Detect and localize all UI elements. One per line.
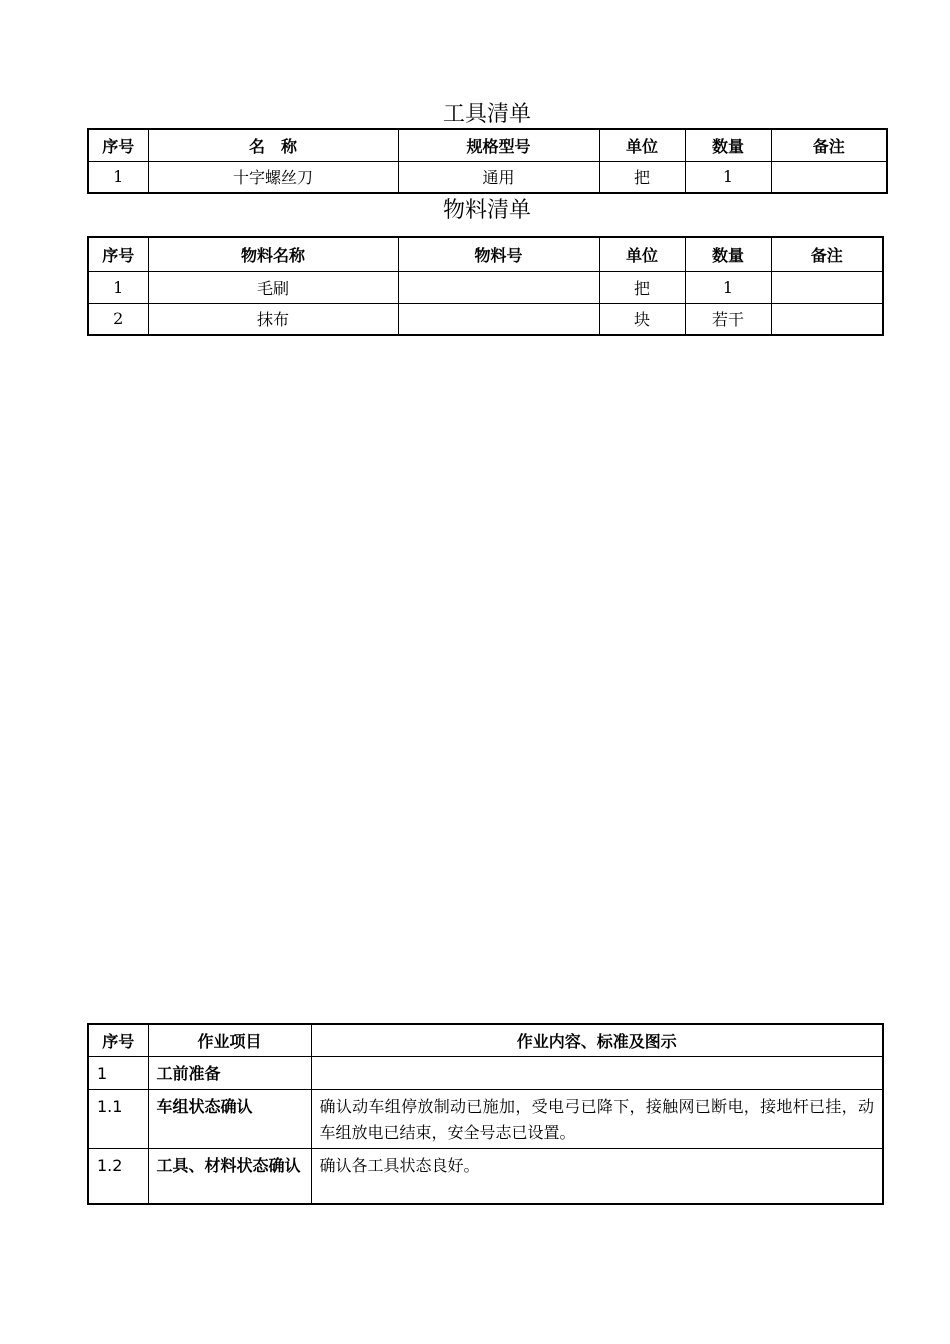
table-cell: 1.1 [88,1089,148,1148]
table-cell [398,303,599,335]
table-row [88,161,887,193]
tools-table [87,128,888,194]
header-cell: 单位 [599,129,685,161]
work-table [87,1023,884,1205]
table-cell: 1.2 [88,1148,148,1204]
header-cell: 序号 [88,129,148,161]
table-row [88,1089,883,1148]
header-cell: 序号 [88,237,148,271]
table-cell [771,303,883,335]
table-cell: 1 [88,161,148,193]
table-row [88,1056,883,1089]
table-cell: 1 [88,271,148,303]
table-cell [311,1056,883,1089]
table-cell: 1 [88,1056,148,1089]
table-row [88,1148,883,1204]
header-cell: 数量 [685,237,771,271]
table-row [88,271,883,303]
table-cell: 确认动车组停放制动已施加，受电弓已降下，接触网已断电，接地杆已挂，动车组放电已结束，安全号志已设置。 [311,1089,883,1148]
table-cell: 车组状态确认 [148,1089,311,1148]
table-header-row [88,237,883,271]
header-cell: 物料名称 [148,237,398,271]
header-cell: 物料号 [398,237,599,271]
header-cell: 序号 [88,1024,148,1056]
table-cell: 2 [88,303,148,335]
materials-table [87,236,884,336]
table-row [88,303,883,335]
table-cell: 十字螺丝刀 [148,161,398,193]
header-cell: 备注 [771,129,887,161]
table-cell: 通用 [398,161,599,193]
table-cell: 把 [599,161,685,193]
table-cell: 把 [599,271,685,303]
table-cell: 块 [599,303,685,335]
table-cell: 1 [685,271,771,303]
table-cell: 1 [685,161,771,193]
header-cell: 名 称 [148,129,398,161]
table-cell [398,271,599,303]
table-header-row [88,1024,883,1056]
materials-title: 物料清单 [442,198,531,223]
table-cell: 毛刷 [148,271,398,303]
header-cell: 数量 [685,129,771,161]
header-cell: 规格型号 [398,129,599,161]
header-cell: 作业项目 [148,1024,311,1056]
table-cell: 工前准备 [148,1056,311,1089]
table-cell [771,271,883,303]
tools-title: 工具清单 [442,102,531,127]
header-cell: 备注 [771,237,883,271]
header-cell: 作业内容、标准及图示 [311,1024,883,1056]
table-cell: 工具、材料状态确认 [148,1148,311,1204]
table-header-row [88,129,887,161]
table-cell: 若干 [685,303,771,335]
table-cell [771,161,887,193]
header-cell: 单位 [599,237,685,271]
table-cell: 抹布 [148,303,398,335]
table-cell: 确认各工具状态良好。 [311,1148,883,1204]
